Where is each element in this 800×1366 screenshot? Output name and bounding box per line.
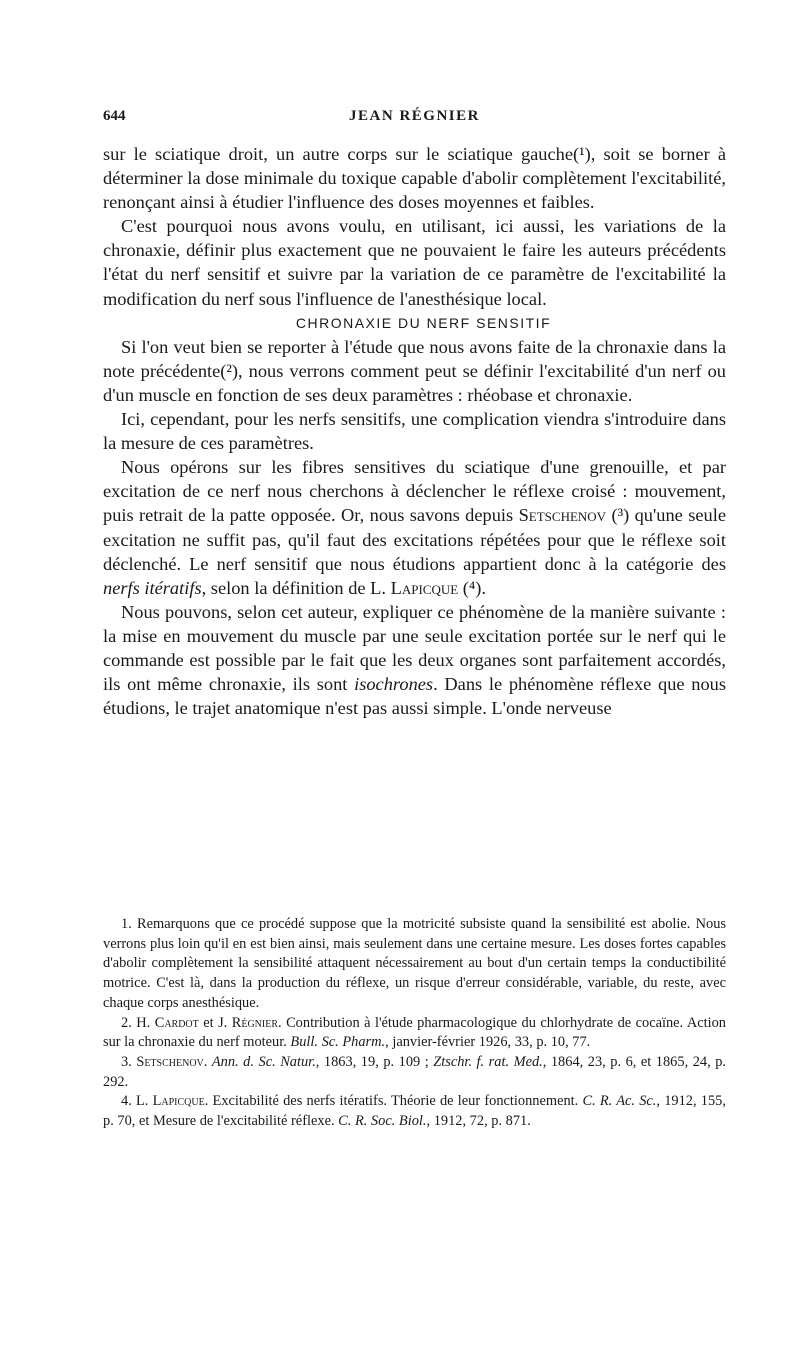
paragraph-3: Si l'on veut bien se reporter à l'étude que nous avons faite de la chronaxie dans la note précédente(²), nous verrons comment peut se définir l'excitabilité d'un nerf ou d'un muscle en fonction de ses deux paramètres : rhéobase et chronaxie.	[103, 336, 726, 405]
text-run: , 1863, 19, p. 109 ;	[315, 1053, 434, 1070]
text-run: , 1912, 155, p. 70, et Mesure de l'excitabilité réflexe.	[103, 1093, 726, 1130]
text-run: et J.	[198, 1014, 232, 1031]
text-run: . Excitabilité des nerfs itératifs. Théorie de leur fonctionnement.	[204, 1093, 583, 1110]
paragraph-6	[103, 600, 726, 720]
text-run: 4. L.	[121, 1093, 153, 1110]
author-name: Setschenov	[136, 1053, 204, 1070]
text-run: , 1864, 23, p. 6, et 1865, 24, p. 292.	[103, 1053, 726, 1090]
text-run: 3.	[121, 1053, 137, 1070]
text-run: . Dans le phénomène réflexe que nous étudions, le trajet anatomique n'est pas aussi simple. L'onde nerveuse	[103, 674, 726, 719]
footnote-4	[103, 1092, 726, 1131]
journal-title: Ann. d. Sc. Natur.	[211, 1053, 316, 1070]
text-run: .	[203, 1053, 212, 1070]
journal-title: C. R. Ac. Sc.	[582, 1093, 657, 1110]
journal-title: C. R. Soc. Biol.	[338, 1113, 427, 1130]
footnote-2	[103, 1014, 726, 1053]
paragraph-1: sur le sciatique droit, un autre corps sur le sciatique gauche(¹), soit se borner à déterminer la dose minimale du toxique capable d'abolir complètement l'excitabilité, renonçant ainsi à étudier l'influence des doses moyennes et faibles.	[103, 144, 726, 213]
author-name: Setschenov	[518, 505, 607, 526]
footnote-1: 1. Remarquons que ce procédé suppose que la motricité subsiste quand la sensibilité est abolie. Nous verrons plus loin qu'il en est bien ainsi, mais seulement dans une certaine mesure. Les doses fortes capables d'abolir complètement la sensibilité attaquent nécessairement au bout d'un certain temps la conductibilité motrice. C'est là, dans la production du réflexe, un risque d'erreur considérable, variable, du reste, avec chaque corps anesthésique.	[103, 916, 726, 1011]
author-name: Lapicque	[390, 577, 459, 598]
italic-term: isochrones	[354, 674, 434, 695]
running-head: JEAN RÉGNIER	[349, 108, 480, 124]
page-header	[103, 102, 726, 132]
footnote-3	[103, 1053, 726, 1092]
text-run: Nous opérons sur les fibres sensitives du sciatique d'une grenouille, et par excitation de ce nerf nous cherchons à déclencher le réflexe croisé : mouvement, puis retrait de la patte opposée. Or, nous savons depuis	[103, 457, 726, 526]
main-text	[103, 142, 726, 720]
paragraph-5	[103, 455, 726, 600]
section-title: CHRONAXIE DU NERF SENSITIF	[295, 314, 552, 331]
journal-title: Bull. Sc. Pharm.	[290, 1034, 386, 1051]
italic-term: nerfs itératifs	[103, 577, 202, 598]
footnotes	[103, 915, 726, 1132]
journal-title: Ztschr. f. rat. Med.	[433, 1053, 543, 1070]
text-run: Nous pouvons, selon cet auteur, expliquer ce phénomène de la manière suivante : la mise en mouvement du muscle par une seule excitation portée sur le nerf qui le commande est possible par le fait que les deux organes sont parfaitement accordés, ils ont même chronaxie, ils sont	[103, 601, 726, 695]
text-run: (⁴).	[458, 577, 487, 598]
text-run: , 1912, 72, p. 871.	[426, 1113, 531, 1130]
author-name: Lapicque	[152, 1093, 205, 1110]
text-run: . Contribution à l'étude pharmacologique du chlorhydrate de cocaïne. Action sur la chronaxie du nerf moteur.	[103, 1014, 726, 1051]
author-name: Cardot	[154, 1014, 199, 1031]
paragraph-4: Ici, cependant, pour les nerfs sensitifs, une complication viendra s'introduire dans la mesure de ces paramètres.	[103, 409, 726, 454]
author-name: Régnier	[231, 1014, 279, 1031]
page-number: 644	[103, 108, 126, 124]
text-run: 2. H.	[121, 1014, 155, 1031]
text-run: , selon la définition de L.	[201, 577, 391, 598]
text-run: , janvier-février 1926, 33, p. 10, 77.	[385, 1034, 591, 1051]
paragraph-2: C'est pourquoi nous avons voulu, en utilisant, ici aussi, les variations de la chronaxie, définir plus exactement que ne pouvaient le faire les auteurs précédents l'état du nerf sensitif et suivre par la variation de ce paramètre de l'excitabilité la modification du nerf sous l'influence de l'anesthésique local.	[103, 216, 726, 309]
text-run: (³) qu'une seule excitation ne suffit pas, qu'il faut des excitations répétées pour que le réflexe soit déclenché. Le nerf sensitif que nous étudions appartient donc à la catégorie des	[103, 505, 726, 574]
